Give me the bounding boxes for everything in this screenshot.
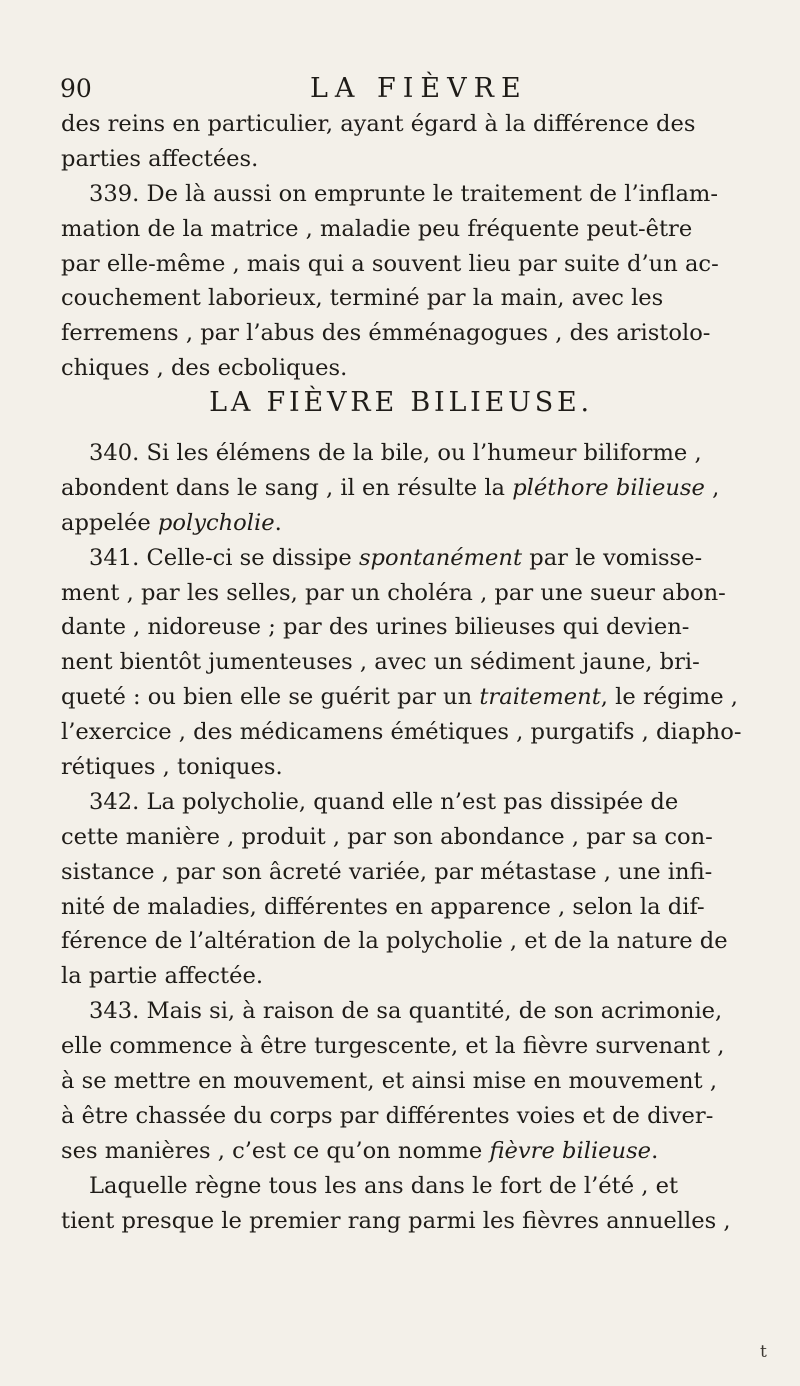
running-title: LA FIÈVRE: [310, 73, 528, 104]
paragraph-340-line: [61, 471, 741, 506]
page-number: 90: [60, 74, 92, 103]
paragraph-339-line: mation de la matrice , maladie peu fréquente peut-être: [61, 215, 693, 242]
paragraph-341-line: ment , par les selles, par un choléra , par une sueur abon-: [61, 579, 726, 606]
text-segment: .: [651, 1137, 659, 1164]
footer-mark: t: [760, 1342, 767, 1362]
paragraph-339-line: par elle-même , mais qui a souvent lieu par suite d’un ac-: [61, 250, 719, 277]
main-text-body: [61, 436, 741, 1238]
section-title: LA FIÈVRE BILIEUSE.: [209, 387, 593, 418]
paragraph-342-line: cette manière , produit , par son abondance , par sa con-: [61, 823, 713, 850]
text-segment: ,: [704, 474, 720, 501]
paragraph-339-line: ferremens , par l’abus des émménagogues , des aristolo-: [61, 320, 711, 347]
italic-term: traitement: [479, 684, 601, 711]
paragraph-341-line: dante , nidoreuse ; par des urines bilieuses qui devien-: [61, 614, 690, 641]
paragraph-final-line: tient presque le premier rang parmi les fièvres annuelles ,: [61, 1207, 731, 1234]
paragraph-342-line: 342. La polycholie, quand elle n’est pas dissipée de: [89, 788, 679, 815]
page-header: [60, 72, 740, 106]
italic-term: polycholie: [157, 509, 275, 536]
paragraph-340-line: 340. Si les élémens de la bile, ou l’humeur biliforme ,: [89, 440, 702, 466]
paragraph-343-line: à être chassée du corps par différentes voies et de diver-: [61, 1102, 714, 1129]
continuation-line: des reins en particulier, ayant égard à la différence des: [61, 111, 696, 137]
text-segment: , le régime ,: [600, 684, 738, 711]
paragraph-340-line: [61, 506, 741, 541]
main-text-top: [61, 107, 741, 386]
italic-term: spontanément: [358, 544, 523, 571]
text-segment: 341. Celle-ci se dissipe: [89, 544, 359, 571]
paragraph-343-line: à se mettre en mouvement, et ainsi mise en mouvement ,: [61, 1068, 718, 1095]
italic-term: fièvre bilieuse: [489, 1137, 652, 1164]
text-segment: ses manières , c’est ce qu’on nomme: [61, 1137, 490, 1164]
paragraph-341-line: rétiques , toniques.: [61, 754, 283, 781]
paragraph-342-line: nité de maladies, différentes en apparence , selon la dif-: [61, 893, 705, 920]
paragraph-339-line: chiques , des ecboliques.: [61, 355, 348, 382]
italic-term: pléthore bilieuse: [512, 474, 705, 501]
paragraph-342-line: férence de l’altération de la polycholie , et de la nature de: [61, 928, 728, 955]
paragraph-343-line: 343. Mais si, à raison de sa quantité, de son acrimonie,: [89, 998, 723, 1025]
paragraph-final-line: Laquelle règne tous les ans dans le fort de l’été , et: [89, 1172, 679, 1199]
text-segment: .: [274, 509, 282, 536]
continuation-line: parties affectées.: [61, 145, 259, 172]
paragraph-342-line: la partie affectée.: [61, 963, 264, 990]
paragraph-341-line: [61, 680, 741, 715]
text-segment: abondent dans le sang , il en résulte la: [61, 474, 513, 501]
text-segment: queté : ou bien elle se guérit par un: [61, 684, 480, 711]
paragraph-342-line: sistance , par son âcreté variée, par métastase , une infi-: [61, 858, 713, 885]
paragraph-339-line: 339. De là aussi on emprunte le traitement de l’inflam-: [89, 180, 718, 207]
paragraph-343-line: [61, 1134, 741, 1169]
paragraph-343-line: elle commence à être turgescente, et la fièvre survenant ,: [61, 1033, 725, 1060]
text-segment: appelée: [61, 509, 158, 536]
paragraph-341-line: [61, 541, 741, 576]
paragraph-339-line: couchement laborieux, terminé par la main, avec les: [61, 285, 664, 312]
text-segment: par le vomisse-: [522, 544, 703, 571]
paragraph-341-line: nent bientôt jumenteuses , avec un sédiment jaune, bri-: [61, 649, 700, 676]
paragraph-341-line: l’exercice , des médicamens émétiques , purgatifs , diapho-: [61, 719, 741, 746]
